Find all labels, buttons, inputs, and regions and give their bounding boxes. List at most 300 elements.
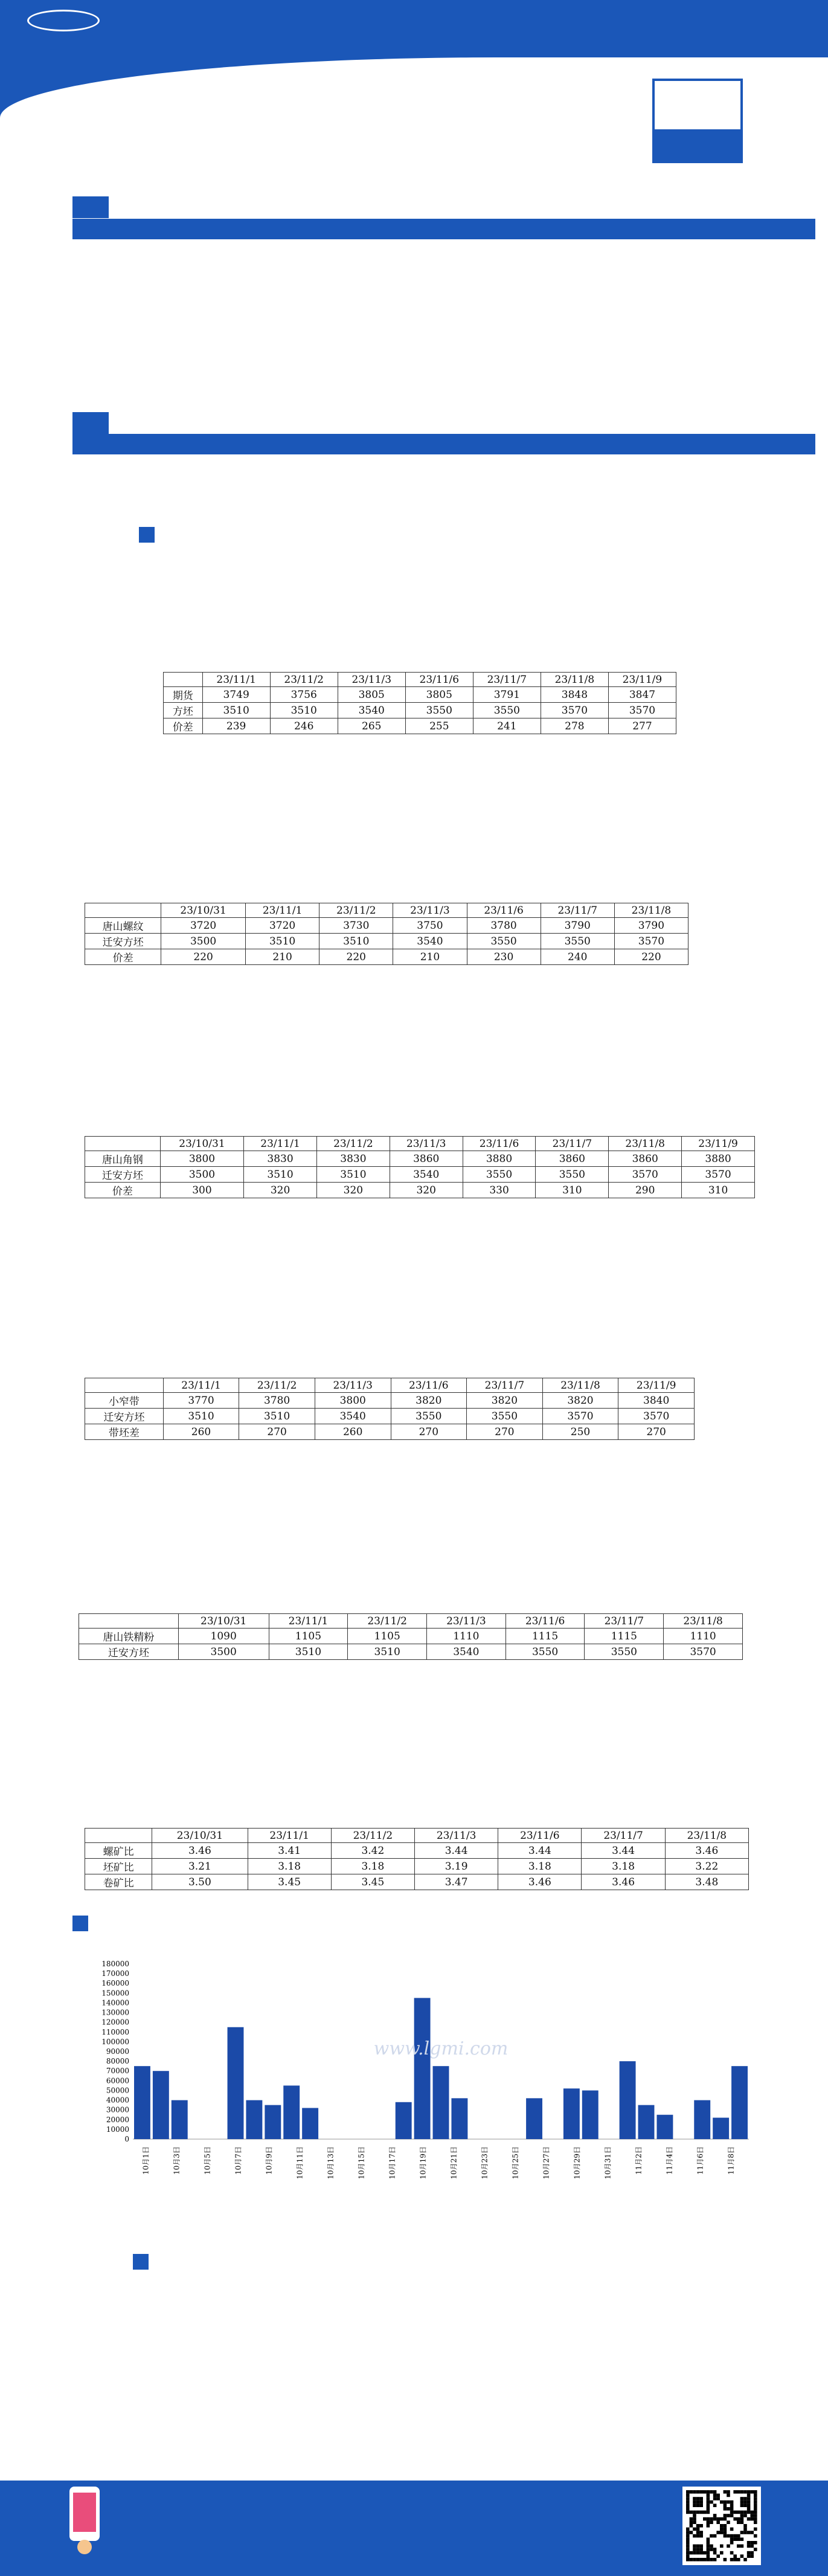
- qr-module: [696, 2503, 700, 2507]
- x-tick-label: 10月7日: [234, 2146, 243, 2175]
- qr-module: [727, 2520, 730, 2524]
- cell: 310: [536, 1183, 609, 1198]
- cell: 23/11/9: [618, 1378, 695, 1393]
- cell: 3.48: [665, 1874, 748, 1890]
- section-cost: [133, 2254, 181, 2270]
- y-tick-label: 140000: [101, 1998, 129, 2007]
- table-row: [85, 949, 688, 965]
- logo: [12, 10, 115, 44]
- qr-module: [754, 2541, 757, 2545]
- cell: 23/11/2: [331, 1829, 414, 1843]
- x-tick-label: 11月6日: [696, 2146, 705, 2175]
- qr-module: [720, 2524, 724, 2528]
- qr-module: [754, 2500, 757, 2504]
- cell: 迁安方坯: [85, 1167, 161, 1183]
- qr-module: [754, 2503, 757, 2507]
- qr-module: [747, 2531, 751, 2534]
- qr-module: [690, 2524, 693, 2528]
- qr-module: [696, 2551, 700, 2555]
- chart-angle-billet: [85, 988, 755, 1121]
- qr-module: [754, 2520, 757, 2524]
- cell: 265: [338, 718, 405, 734]
- qr-module: [730, 2541, 734, 2545]
- qr-module: [696, 2500, 700, 2504]
- qr-module: [724, 2507, 727, 2511]
- cell: 3.42: [331, 1843, 414, 1859]
- y-tick-label: 80000: [106, 2057, 129, 2066]
- cell: 迁安方坯: [79, 1644, 179, 1660]
- cell: 3510: [163, 1409, 239, 1424]
- qr-module: [754, 2490, 757, 2494]
- bar-chart: [72, 1958, 755, 2193]
- chart-futures-billet: [139, 550, 743, 671]
- cell: 3750: [393, 918, 467, 934]
- cell: 3830: [244, 1151, 317, 1167]
- qr-module: [707, 2503, 710, 2507]
- qr-module: [727, 2490, 730, 2494]
- cell: 23/11/3: [415, 1829, 498, 1843]
- cell: 3570: [614, 934, 688, 949]
- qr-module: [747, 2551, 751, 2555]
- section-marker: [72, 196, 109, 218]
- qr-module: [750, 2511, 754, 2514]
- qr-module: [707, 2551, 710, 2555]
- bar: [713, 2118, 729, 2139]
- qr-module: [724, 2528, 727, 2531]
- cell: 3.47: [415, 1874, 498, 1890]
- cell: 3.19: [415, 1859, 498, 1874]
- qr-module: [686, 2500, 690, 2504]
- qr-module: [696, 2548, 700, 2551]
- cell: 3860: [536, 1151, 609, 1167]
- table-row: [85, 1843, 749, 1859]
- strip-billet-table: [85, 1378, 695, 1440]
- qr-module: [743, 2503, 747, 2507]
- bar: [582, 2090, 599, 2139]
- qr-module: [754, 2494, 757, 2497]
- qr-module: [716, 2554, 720, 2558]
- qr-module: [686, 2541, 690, 2545]
- qr-module: [730, 2503, 734, 2507]
- cell: [79, 1614, 179, 1629]
- cell: 320: [390, 1183, 463, 1198]
- qr-module: [686, 2531, 690, 2534]
- qr-module: [707, 2558, 710, 2561]
- y-tick-label: 170000: [101, 1969, 129, 1978]
- cell: 3880: [682, 1151, 755, 1167]
- cell: 3805: [405, 687, 473, 703]
- qr-module: [699, 2558, 703, 2561]
- qr-module: [699, 2497, 703, 2500]
- qr-module: [737, 2545, 740, 2548]
- cell: 3570: [542, 1409, 618, 1424]
- cell: 310: [682, 1183, 755, 1198]
- cell: 3570: [682, 1167, 755, 1183]
- table-row: [79, 1644, 743, 1660]
- qr-module: [707, 2541, 710, 2545]
- qr-module: [710, 2545, 713, 2548]
- qr-module: [740, 2537, 744, 2541]
- cell: 3540: [390, 1167, 463, 1183]
- section-basis: [139, 527, 163, 543]
- x-tick-label: 10月11日: [295, 2146, 304, 2180]
- cell: 230: [467, 949, 541, 965]
- cell: 300: [160, 1183, 243, 1198]
- cell: 270: [239, 1424, 315, 1440]
- qr-module: [693, 2548, 696, 2551]
- qr-module: [724, 2531, 727, 2534]
- cell: 3550: [405, 703, 473, 718]
- qr-module: [743, 2497, 747, 2500]
- cell: 1090: [178, 1629, 269, 1644]
- cell: 3847: [608, 687, 676, 703]
- y-tick-label: 100000: [101, 2037, 129, 2046]
- table-header: [85, 1378, 695, 1393]
- cell: 23/11/7: [541, 903, 614, 918]
- qr-module: [713, 2534, 717, 2538]
- qr-module: [703, 2517, 707, 2521]
- section-marker: [139, 527, 155, 543]
- cell: 3570: [609, 1167, 682, 1183]
- cell: 3860: [609, 1151, 682, 1167]
- billet-iron-table: [79, 1613, 743, 1660]
- y-tick-label: 110000: [101, 2027, 129, 2036]
- ore-ratio-table: [85, 1828, 749, 1890]
- qr-module: [740, 2514, 744, 2517]
- table-header: [164, 673, 676, 687]
- col-header: [471, 219, 652, 239]
- x-tick-label: 10月5日: [203, 2146, 212, 2175]
- qr-module: [713, 2548, 717, 2551]
- bar: [228, 2027, 244, 2139]
- qr-module: [720, 2528, 724, 2531]
- qr-module: [733, 2511, 737, 2514]
- qr-module: [696, 2511, 700, 2514]
- cell: 3570: [608, 703, 676, 718]
- qr-module: [686, 2503, 690, 2507]
- bar: [694, 2100, 710, 2139]
- cell: 3510: [316, 1167, 390, 1183]
- cell: [72, 473, 320, 491]
- cell: 3540: [315, 1409, 391, 1424]
- qr-module: [710, 2534, 713, 2538]
- cell: 3.45: [331, 1874, 414, 1890]
- x-tick-label: 10月17日: [388, 2146, 397, 2180]
- qr-module: [730, 2507, 734, 2511]
- qr-code-icon: [686, 2490, 757, 2561]
- qr-module: [743, 2500, 747, 2504]
- qr-module: [707, 2497, 710, 2500]
- qr-module: [727, 2545, 730, 2548]
- cell: 23/11/1: [244, 1137, 317, 1151]
- qr-module: [707, 2490, 710, 2494]
- cell: 23/11/8: [664, 1614, 743, 1629]
- cell: 320: [244, 1183, 317, 1198]
- qr-module: [720, 2551, 724, 2555]
- cell: 3790: [541, 918, 614, 934]
- qr-module: [737, 2520, 740, 2524]
- cell: 3790: [614, 918, 688, 934]
- cell: 23/11/3: [393, 903, 467, 918]
- cell: 3.46: [582, 1874, 665, 1890]
- watermark: www.lgmi.com: [373, 2038, 509, 2059]
- qr-module: [737, 2558, 740, 2561]
- cell: 3840: [618, 1393, 695, 1409]
- cell: 23/11/1: [269, 1614, 348, 1629]
- qr-module: [686, 2507, 690, 2511]
- cell: 3.44: [498, 1843, 582, 1859]
- qr-module: [686, 2551, 690, 2555]
- x-tick-label: 10月21日: [449, 2146, 458, 2180]
- cell: 23/11/7: [582, 1829, 665, 1843]
- cell: 260: [163, 1424, 239, 1440]
- qr-module: [710, 2548, 713, 2551]
- x-tick-label: 10月13日: [326, 2146, 335, 2180]
- bar: [283, 2085, 300, 2139]
- qr-module: [743, 2511, 747, 2514]
- table-row: [72, 509, 815, 527]
- qr-module: [699, 2531, 703, 2534]
- qr-module: [740, 2490, 744, 2494]
- chart-billet-trend: [72, 302, 815, 411]
- cell: 3805: [338, 687, 405, 703]
- qr-module: [696, 2531, 700, 2534]
- cell: 3.46: [152, 1843, 248, 1859]
- cell: 3820: [391, 1393, 467, 1409]
- cell: 23/10/31: [152, 1829, 248, 1843]
- logo-mark: [27, 10, 100, 31]
- qr-module: [716, 2497, 720, 2500]
- cell: 1105: [348, 1629, 427, 1644]
- cell: 23/10/31: [161, 903, 246, 918]
- cell: [320, 491, 568, 509]
- cell: 3510: [270, 703, 338, 718]
- cell: 23/11/3: [338, 673, 405, 687]
- qr-module: [747, 2490, 751, 2494]
- qr-module: [699, 2503, 703, 2507]
- table-header: [72, 219, 815, 239]
- table-row: [85, 1424, 695, 1440]
- qr-module: [713, 2551, 717, 2555]
- cell: 3770: [163, 1393, 239, 1409]
- cell: [85, 1829, 152, 1843]
- x-tick-label: 10月3日: [172, 2146, 181, 2175]
- cell: 3820: [467, 1393, 543, 1409]
- cell: 3.46: [665, 1843, 748, 1859]
- cell: 277: [608, 718, 676, 734]
- cell: 1110: [664, 1629, 743, 1644]
- qr-module: [693, 2511, 696, 2514]
- cell: 23/11/7: [536, 1137, 609, 1151]
- bar: [433, 2066, 449, 2139]
- cell: 卷矿比: [85, 1874, 152, 1890]
- qr-module: [699, 2500, 703, 2504]
- chart-shipment: [72, 1934, 755, 2193]
- cell: [568, 491, 815, 509]
- bar: [172, 2100, 188, 2139]
- qr-module: [693, 2497, 696, 2500]
- qr-module: [750, 2490, 754, 2494]
- cell: 3.50: [152, 1874, 248, 1890]
- x-tick-label: 10月9日: [265, 2146, 274, 2175]
- cell: [72, 257, 290, 276]
- qr-module: [720, 2531, 724, 2534]
- y-tick-label: 130000: [101, 2008, 129, 2017]
- x-tick-label: 10月31日: [603, 2146, 612, 2180]
- cell: [320, 509, 568, 527]
- qr-module: [754, 2511, 757, 2514]
- cell: [568, 454, 815, 473]
- cell: [320, 454, 568, 473]
- cell: 3540: [338, 703, 405, 718]
- qr-module: [747, 2494, 751, 2497]
- cell: 3780: [239, 1393, 315, 1409]
- qr-module: [713, 2494, 717, 2497]
- cell: 320: [316, 1183, 390, 1198]
- x-tick-label: 10月25日: [511, 2146, 520, 2180]
- qr-module: [750, 2554, 754, 2558]
- bar: [451, 2098, 467, 2139]
- qr-module: [703, 2558, 707, 2561]
- section-marker: [133, 2254, 149, 2270]
- qr-code[interactable]: [682, 2487, 761, 2565]
- qr-module: [686, 2558, 690, 2561]
- table-header: [85, 903, 688, 918]
- qr-module: [707, 2500, 710, 2504]
- cell: 3749: [202, 687, 270, 703]
- qr-module: [713, 2514, 717, 2517]
- cell: 1115: [505, 1629, 585, 1644]
- qr-module: [724, 2534, 727, 2538]
- bar: [638, 2105, 655, 2139]
- line-chart: [72, 1462, 761, 1601]
- qr-module: [733, 2554, 737, 2558]
- qr-module: [703, 2511, 707, 2514]
- cell: 3510: [202, 703, 270, 718]
- cell: 3550: [467, 934, 541, 949]
- rebar-billet-table: [85, 903, 688, 965]
- cell: 246: [270, 718, 338, 734]
- cell: [471, 239, 652, 257]
- qr-module: [696, 2528, 700, 2531]
- qr-module: [713, 2497, 717, 2500]
- col-header: [320, 434, 568, 454]
- table-row: [72, 257, 815, 276]
- cell: 1115: [585, 1629, 664, 1644]
- cell: 3.22: [665, 1859, 748, 1874]
- qr-module: [696, 2524, 700, 2528]
- y-tick-label: 30000: [106, 2105, 129, 2114]
- cell: 3550: [391, 1409, 467, 1424]
- qr-module: [724, 2500, 727, 2504]
- qr-module: [693, 2558, 696, 2561]
- col-header: [72, 434, 320, 454]
- line-chart: [79, 2293, 755, 2474]
- cell: 23/11/2: [316, 1137, 390, 1151]
- cell: 期货: [164, 687, 203, 703]
- qr-module: [693, 2545, 696, 2548]
- bar: [731, 2066, 748, 2139]
- qr-module: [724, 2558, 727, 2561]
- cell: 23/11/6: [463, 1137, 536, 1151]
- cell: 1105: [269, 1629, 348, 1644]
- table-row: [164, 703, 676, 718]
- table-header: [72, 434, 815, 454]
- table-row: [85, 918, 688, 934]
- qr-module: [733, 2490, 737, 2494]
- cell: 23/11/6: [505, 1614, 585, 1629]
- qr-module: [754, 2528, 757, 2531]
- qr-module: [690, 2531, 693, 2534]
- qr-module: [740, 2520, 744, 2524]
- qr-module: [754, 2517, 757, 2521]
- table-row: [85, 1167, 755, 1183]
- qr-module: [754, 2497, 757, 2500]
- table-row: [85, 1859, 749, 1874]
- qr-module: [730, 2528, 734, 2531]
- cell: 3510: [239, 1409, 315, 1424]
- qr-module: [710, 2500, 713, 2504]
- table-row: [72, 454, 815, 473]
- qr-module: [699, 2534, 703, 2538]
- cell: 3780: [467, 918, 541, 934]
- cell: 3848: [541, 687, 608, 703]
- cell: 23/11/8: [609, 1137, 682, 1151]
- cell: 260: [315, 1424, 391, 1440]
- qr-module: [699, 2545, 703, 2548]
- chart-strip-billet: [85, 1187, 755, 1369]
- qr-module: [740, 2500, 744, 2504]
- bar: [302, 2108, 318, 2139]
- qr-module: [743, 2514, 747, 2517]
- table-row: [72, 491, 815, 509]
- cell: 3720: [161, 918, 246, 934]
- cell: 3510: [246, 934, 319, 949]
- y-tick-label: 20000: [106, 2115, 129, 2124]
- table-row: [72, 276, 815, 294]
- qr-module: [730, 2500, 734, 2504]
- qr-module: [730, 2534, 734, 2538]
- cell: 3550: [505, 1644, 585, 1660]
- cell: 23/11/2: [348, 1614, 427, 1629]
- qr-module: [707, 2511, 710, 2514]
- cell: 250: [542, 1424, 618, 1440]
- cell: [568, 473, 815, 491]
- qr-module: [743, 2558, 747, 2561]
- cell: 3550: [473, 703, 541, 718]
- qr-module: [733, 2534, 737, 2538]
- qr-module: [693, 2534, 696, 2538]
- qr-module: [690, 2551, 693, 2555]
- cell: 23/11/6: [498, 1829, 582, 1843]
- qr-module: [720, 2517, 724, 2521]
- qr-module: [693, 2517, 696, 2521]
- qr-module: [716, 2517, 720, 2521]
- cell: 3510: [348, 1644, 427, 1660]
- cell: 3730: [319, 918, 393, 934]
- x-tick-label: 11月4日: [665, 2146, 674, 2175]
- cell: 3800: [160, 1151, 243, 1167]
- y-tick-label: 0: [124, 2135, 129, 2143]
- change-up: [652, 276, 815, 294]
- qr-module: [716, 2494, 720, 2497]
- section-futures: [72, 412, 120, 434]
- cell: [471, 276, 652, 294]
- bar: [563, 2088, 580, 2139]
- qr-module: [730, 2514, 734, 2517]
- qr-module: [686, 2548, 690, 2551]
- phone-illustration: [57, 2484, 112, 2556]
